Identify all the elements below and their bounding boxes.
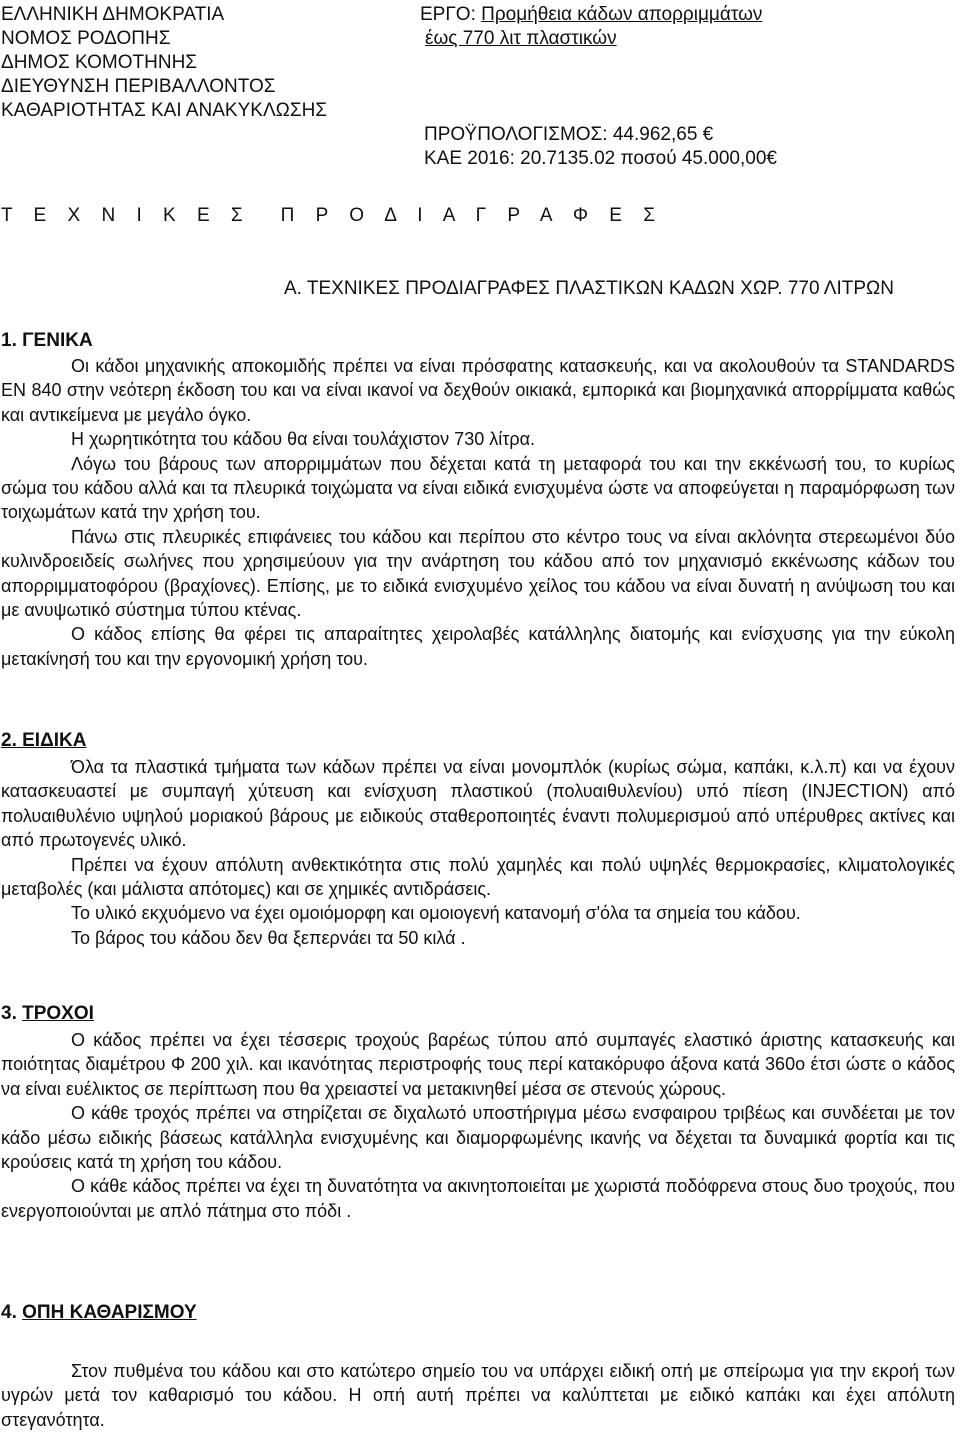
- section-4-heading: [1, 1302, 197, 1324]
- spec-heading-word-2: Π Ρ Ο Δ Ι Α Γ Ρ Α Φ Ε Σ: [280, 205, 663, 226]
- section-3-title: ΤΡΟΧΟΙ: [22, 1003, 94, 1024]
- kae-line: ΚΑΕ 2016: 20.7135.02 ποσού 45.000,00€: [424, 148, 777, 169]
- section-1-heading: 1. ΓΕΝΙΚΑ: [1, 330, 93, 351]
- org-line-2: ΝΟΜΟΣ ΡΟΔΟΠΗΣ: [1, 28, 171, 49]
- section-3-number: 3.: [1, 1003, 23, 1024]
- budget-line: ΠΡΟΫΠΟΛΟΓΙΣΜΟΣ: 44.962,65 €: [424, 124, 714, 145]
- section-1-body: [1, 354, 955, 671]
- paragraph: Ο κάθε κάδος πρέπει να έχει τη δυνατότητα να ακινητοποιείται με χωριστά ποδόφρενα στους δυο τροχούς, που ενεργοποιούνται με απλό πάτημα στο πόδι .: [1, 1176, 955, 1221]
- subtitle: Α. ΤΕΧΝΙΚΕΣ ΠΡΟΔΙΑΓΡΑΦΕΣ ΠΛΑΣΤΙΚΩΝ ΚΑΔΩΝ ΧΩΡ. 770 ΛΙΤΡΩΝ: [284, 278, 894, 299]
- paragraph: Το βάρος του κάδου δεν θα ξεπερνάει τα 50 κιλά .: [71, 927, 466, 948]
- spec-heading: [1, 205, 693, 227]
- section-4-body: [1, 1359, 955, 1432]
- paragraph: Όλα τα πλαστικά τμήματα των κάδων πρέπει να είναι μονομπλόκ (κυρίως σώμα, καπάκι, κ.λ.π) και να έχουν κατασκευαστεί με συμπαγή χύτευση και ενίσχυση πλαστικού (πολυαιθυλενίου) υπό πίεση (INJECTION) από πολυαιθυλένιο υψηλού μοριακού βάρους με ειδικούς σταθεροποιητές έναντι πολυμερισμού από υπέρυθρες ακτίνες και από πρωτογενές υλικό.: [1, 757, 955, 851]
- org-line-4: ΔΙΕΥΘΥΝΣΗ ΠΕΡΙΒΑΛΛΟΝΤΟΣ: [1, 76, 276, 97]
- paragraph: Ο κάθε τροχός πρέπει να στηρίζεται σε διχαλωτό υποστήριγμα μέσω ενσφαιρου τριβέως και συνδέεται με τον κάδο μέσω ειδικής βάσεως κατάλληλα ενισχυμένης και διαμορφωμένης ικανής να δέχεται τα δυναμικά φορτία και τις κρούσεις κατά τη χρήση του κάδου.: [1, 1103, 955, 1173]
- paragraph: Οι κάδοι μηχανικής αποκομιδής πρέπει να είναι πρόσφατης κατασκευής, και να ακολουθούν τα STANDARDS EN 840 στην νεότερη έκδοση του και να είναι ικανοί να δεχθούν οικιακά, εμπορικά και βιομηχανικά απορρίμματα καθώς και αντικείμενα με μεγάλο όγκο.: [1, 356, 955, 425]
- paragraph: Λόγω του βάρους των απορριμμάτων που δέχεται κατά τη μεταφορά του και την εκκένωσή του, το κυρίως σώμα του κάδου αλλά και τα πλευρικά τοιχώματα να είναι ειδικά ενισχυμένα ώστε να αποφεύγεται η παραμόρφωση των τοιχωμάτων κατά την χρήση του.: [1, 453, 955, 523]
- org-line-3: ΔΗΜΟΣ ΚΟΜΟΤΗΝΗΣ: [1, 52, 198, 73]
- section-3-heading: [1, 1003, 94, 1025]
- section-4-title: ΟΠΗ ΚΑΘΑΡΙΣΜΟΥ: [22, 1302, 197, 1323]
- paragraph: Στον πυθμένα του κάδου και στο κατώτερο σημείο του να υπάρχει ειδική οπή με σπείρωμα για την εκροή των υγρών μετά τον καθαρισμό του κάδου. Η οπή αυτή πρέπει να καλύπτεται με ειδικό καπάκι και έχει απόλυτη στεγανότητα.: [1, 1361, 955, 1430]
- paragraph: Η χωρητικότητα του κάδου θα είναι τουλάχιστον 730 λίτρα.: [71, 429, 535, 450]
- paragraph: Το υλικό εκχυόμενο να έχει ομοιόμορφη και ομοιογενή κατανομή σ'όλα τα σημεία του κάδου.: [71, 903, 801, 924]
- project-title-1: Προμήθεια κάδων απορριμμάτων: [481, 4, 763, 25]
- project-title-2: έως 770 λιτ πλαστικών: [425, 28, 617, 49]
- project-label: ΕΡΓΟ:: [420, 4, 482, 25]
- section-3-body: [1, 1028, 955, 1223]
- paragraph: Πρέπει να έχουν απόλυτη ανθεκτικότητα στις πολύ χαμηλές και πολύ υψηλές θερμοκρασίες, κλιματολογικές μεταβολές (και μάλιστα απότομες) και σε χημικές αντιδράσεις.: [1, 854, 955, 900]
- project-line-1: [420, 3, 762, 27]
- section-4-number: 4.: [1, 1302, 23, 1323]
- spec-heading-word-1: Τ Ε Χ Ν Ι Κ Ε Σ: [1, 205, 251, 226]
- org-line-5: ΚΑΘΑΡΙΟΤΗΤΑΣ ΚΑΙ ΑΝΑΚΥΚΛΩΣΗΣ: [1, 100, 328, 121]
- paragraph: Ο κάδος πρέπει να έχει τέσσερις τροχούς βαρέως τύπου από συμπαγές ελαστικό άριστης κατασκευής και ποιότητας διαμέτρου Φ 200 χιλ. και ικανότητας περιστροφής τους περί κατακόρυφο άξονα κατά 360ο έτσι ώστε ο κάδος να είναι ευέλικτος σε περίπτωση που θα χρειαστεί να μετακινηθεί μέσα σε στενούς χώρους.: [1, 1030, 955, 1099]
- paragraph: Πάνω στις πλευρικές επιφάνειες του κάδου και περίπου στο κέντρο τους να είναι ακλόνητα στερεωμένοι δύο κυλινδροειδείς σωλήνες που χρησιμεύουν για την ανάρτηση του κάδου από τον μηχανισμό εκκένωσης κάδων του απορριμματοφόρου (βραχίονες). Επίσης, με το ειδικά ενισχυμένο χείλος του κάδου να είναι δυνατή η ανύψωση του και με ανυψωτικό σύστημα τύπου κτένας.: [1, 526, 955, 621]
- paragraph: Ο κάδος επίσης θα φέρει τις απαραίτητες χειρολαβές κατάλληλης διατομής και ενίσχυσης για την εύκολη μετακίνησή του και την εργονομική χρήση του.: [1, 624, 955, 669]
- org-line-1: ΕΛΛΗΝΙΚΗ ΔΗΜΟΚΡΑΤΙΑ: [1, 4, 225, 25]
- section-2-heading: 2. ΕΙΔΙΚΑ: [1, 730, 87, 751]
- section-2-body: [1, 755, 955, 950]
